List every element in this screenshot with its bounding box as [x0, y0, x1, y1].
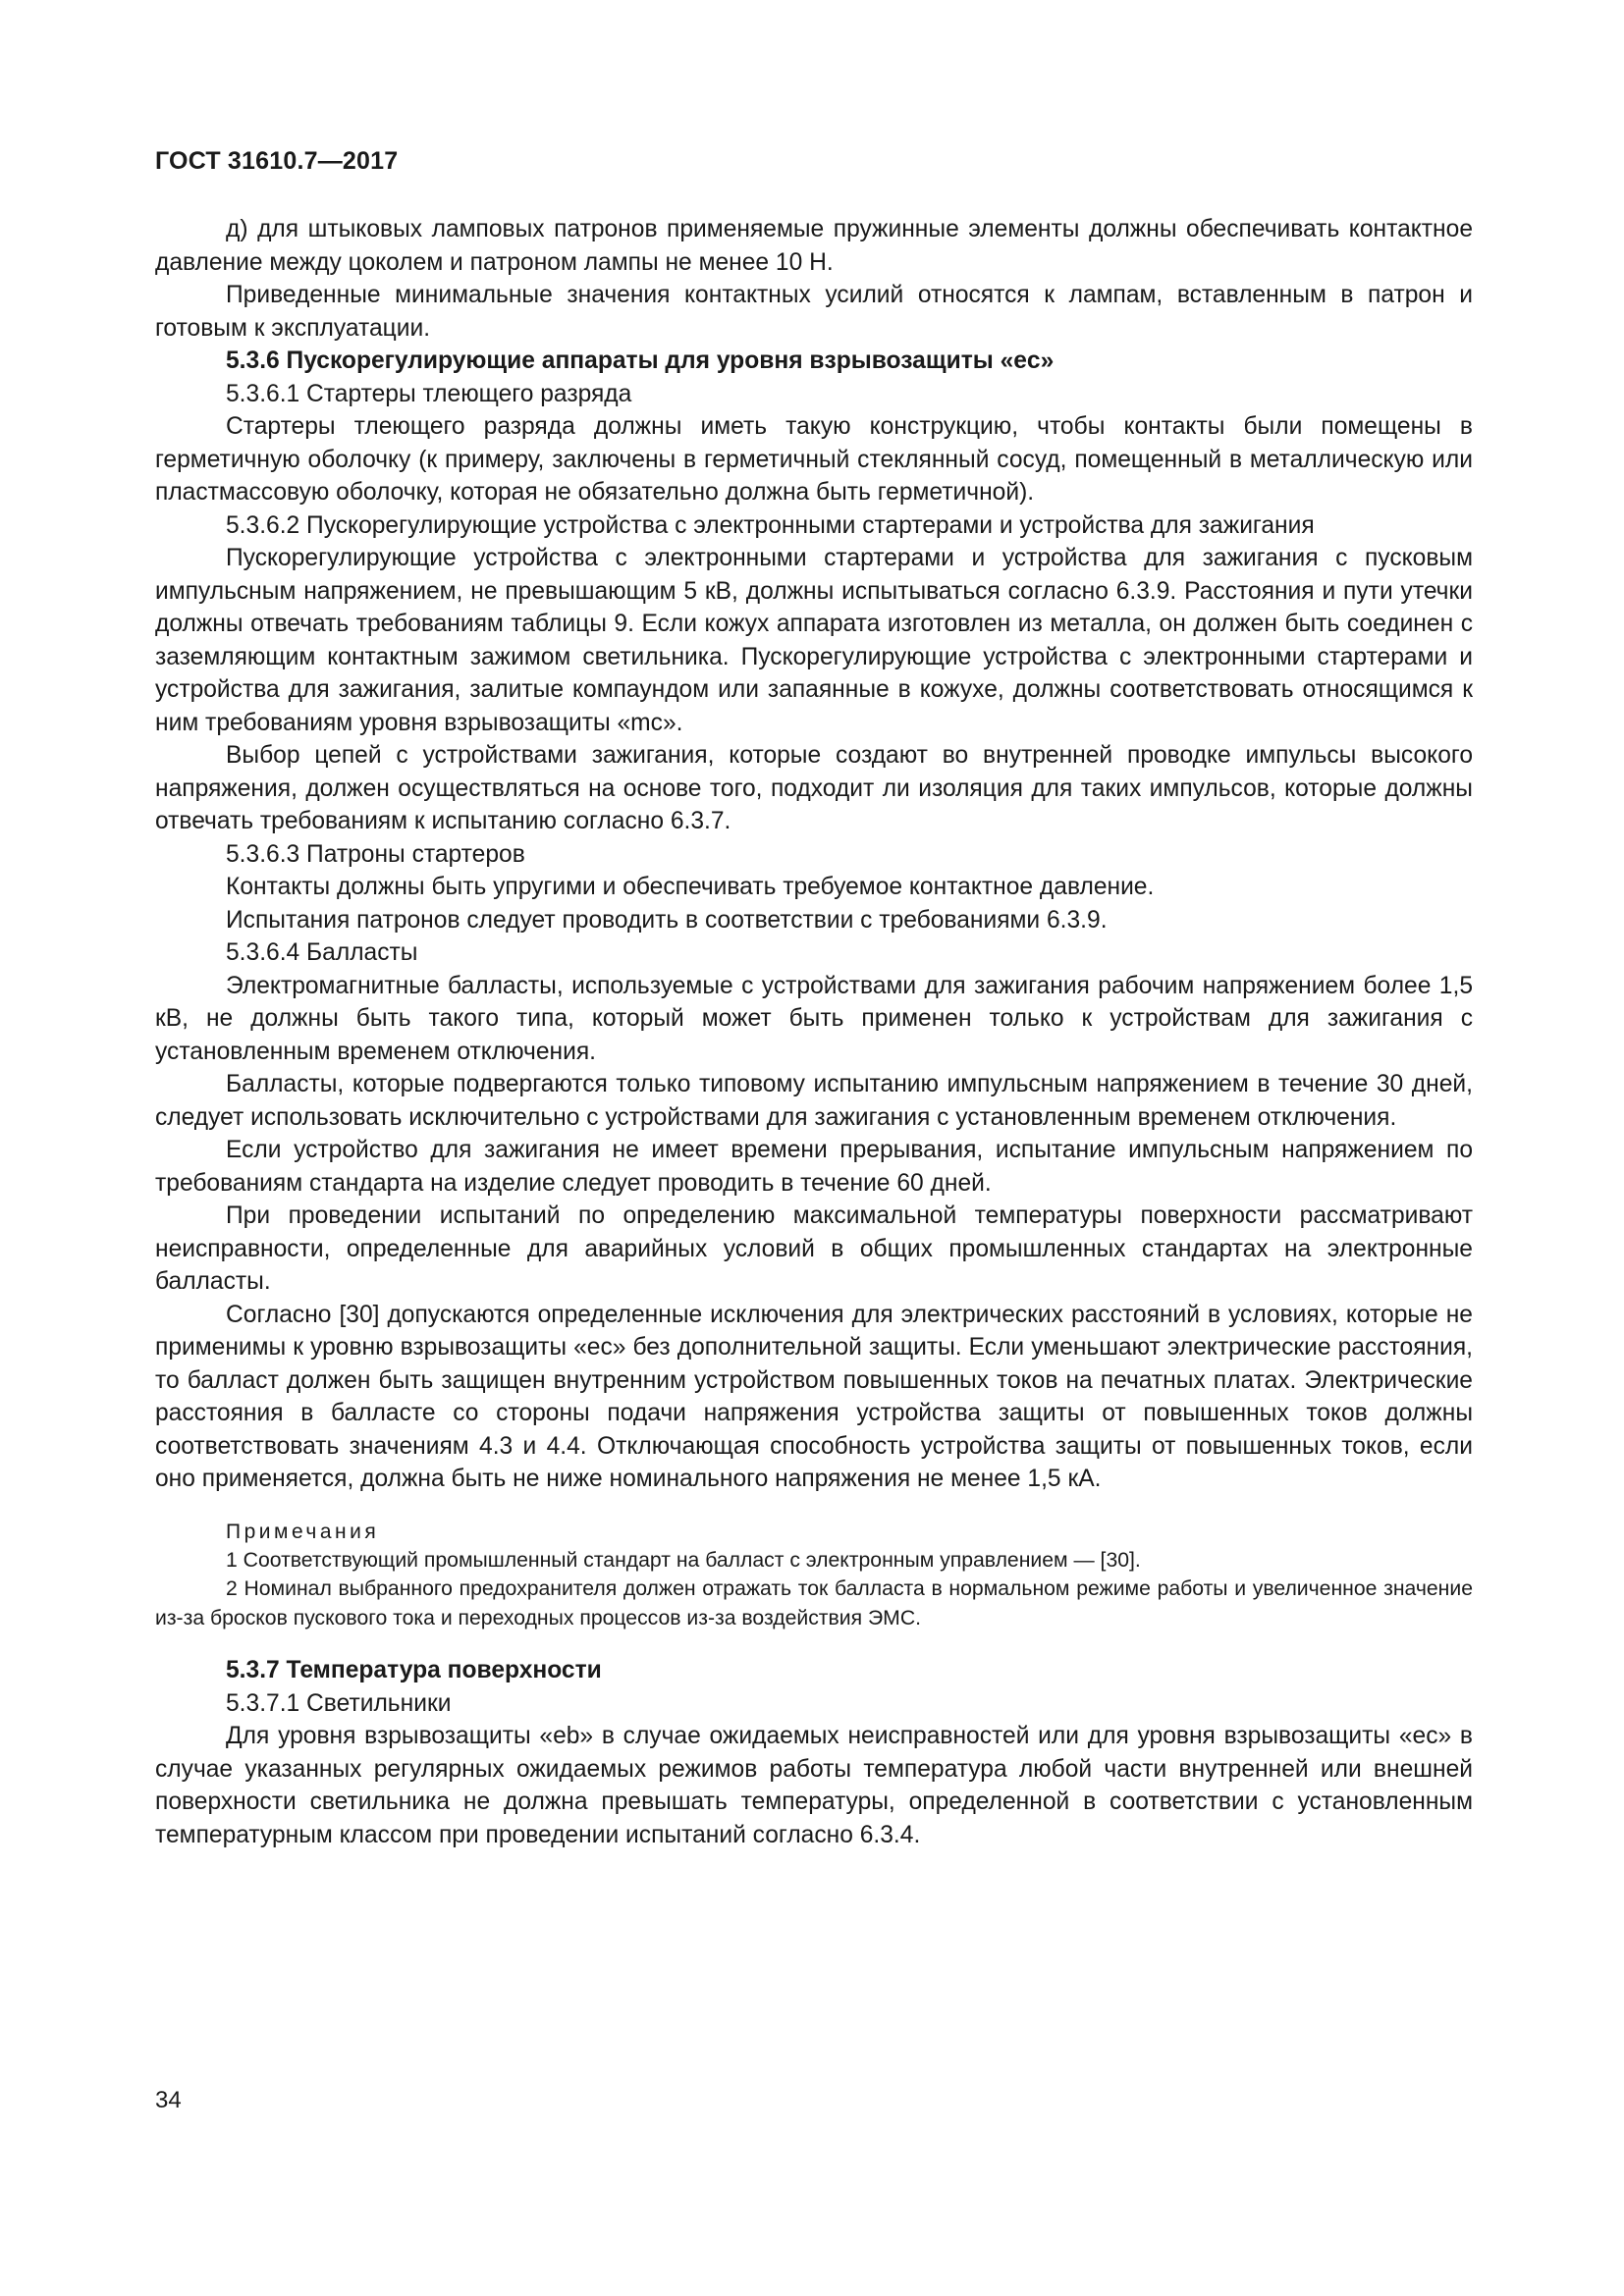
subsection-heading: 5.3.6.2 Пускорегулирующие устройства с электронными стартерами и устройства для зажигания [226, 511, 1315, 539]
page-number: 34 [155, 2087, 182, 2113]
section-heading-5-3-7: 5.3.7 Температура поверхности [226, 1657, 602, 1683]
subsection-heading: 5.3.6.4 Балласты [226, 939, 418, 966]
subsection-heading: 5.3.6.3 Патроны стартеров [226, 840, 525, 868]
notes-title: Примечания [226, 1520, 380, 1543]
paragraph: Электромагнитные балласты, используемые с устройствами для зажигания рабочим напряжением более 1,5 кВ, не должны быть такого типа, который может быть применен только к устройствам для зажигания с установленным временем отключения. [155, 972, 1473, 1065]
document-header: ГОСТ 31610.7—2017 [155, 147, 399, 175]
paragraph: Испытания патронов следует проводить в соответствии с требованиями 6.3.9. [226, 906, 1108, 934]
notes-block [155, 1518, 1473, 1633]
paragraph: Для уровня взрывозащиты «eb» в случае ожидаемых неисправностей или для уровня взрывозащиты «ec» в случае указанных регулярных ожидаемых режимов работы температура любой части внутренней или внешней поверхности светильника не должна превышать температуры, определенной в соответствии с установленным температурным классом при проведении испытаний согласно 6.3.4. [155, 1723, 1473, 1848]
note-item: 2 Номинал выбранного предохранителя должен отражать ток балласта в нормальном режиме работы и увеличенное значение из-за бросков пускового тока и переходных процессов из-за воздействия ЭМС. [155, 1577, 1473, 1629]
paragraph: Приведенные минимальные значения контактных усилий относятся к лампам, вставленным в патрон и готовым к эксплуатации. [155, 282, 1473, 342]
paragraph: д) для штыковых ламповых патронов применяемые пружинные элементы должны обеспечивать контактное давление между цоколем и патроном лампы не менее 10 Н. [155, 216, 1473, 276]
paragraph: Согласно [30] допускаются определенные исключения для электрических расстояний в условиях, которые не применимы к уровню взрывозащиты «ec» без дополнительной защиты. Если уменьшают электрические расстояния, то балласт должен быть защищен внутренним устройством повышенных токов на печатных платах. Электрические расстояния в балласте со стороны подачи напряжения устройства защиты от повышенных токов должны соответствовать значениям 4.3 и 4.4. Отключающая способность устройства защиты от повышенных токов, если оно применяется, должна быть не ниже номинального напряжения не менее 1,5 кА. [155, 1301, 1473, 1492]
paragraph: Балласты, которые подвергаются только типовому испытанию импульсным напряжением в течение 30 дней, следует использовать исключительно с устройствами для зажигания с установленным временем отключения. [155, 1071, 1473, 1131]
document-page [155, 147, 1473, 1851]
subsection-heading: 5.3.7.1 Светильники [226, 1689, 452, 1717]
paragraph: Если устройство для зажигания не имеет времени прерывания, испытание импульсным напряжением по требованиям стандарта на изделие следует проводить в течение 60 дней. [155, 1137, 1473, 1197]
section-heading-5-3-6: 5.3.6 Пускорегулирующие аппараты для уровня взрывозащиты «ec» [226, 347, 1055, 374]
note-item: 1 Соответствующий промышленный стандарт на балласт с электронным управлением — [30]. [226, 1548, 1141, 1572]
subsection-heading: 5.3.6.1 Стартеры тлеющего разряда [226, 380, 632, 407]
paragraph: Пускорегулирующие устройства с электронными стартерами и устройства для зажигания с пусковым импульсным напряжением, не превышающим 5 кВ, должны испытываться согласно 6.3.9. Расстояния и пути утечки должны отвечать требованиям таблицы 9. Если кожух аппарата изготовлен из металла, он должен быть соединен с заземляющим контактным зажимом светильника. Пускорегулирующие устройства с электронными стартерами и устройства для зажигания, залитые компаундом или запаянные в кожухе, должны соответствовать относящимся к ним требованиям уровня взрывозащиты «mc». [155, 545, 1473, 736]
paragraph: Контакты должны быть упругими и обеспечивать требуемое контактное давление. [226, 874, 1155, 900]
paragraph: Стартеры тлеющего разряда должны иметь такую конструкцию, чтобы контакты были помещены в герметичную оболочку (к примеру, заключены в герметичный стеклянный сосуд, помещенный в металлическую или пластмассовую оболочку, которая не обязательно должна быть герметичной). [155, 413, 1473, 506]
paragraph: При проведении испытаний по определению максимальной температуры поверхности рассматривают неисправности, определенные для аварийных условий в общих промышленных стандартах на электронные балласты. [155, 1202, 1473, 1295]
paragraph: Выбор цепей с устройствами зажигания, которые создают во внутренней проводке импульсы высокого напряжения, должен осуществляться на основе того, подходит ли изоляция для таких импульсов, которые должны отвечать требованиям к испытанию согласно 6.3.7. [155, 742, 1473, 834]
